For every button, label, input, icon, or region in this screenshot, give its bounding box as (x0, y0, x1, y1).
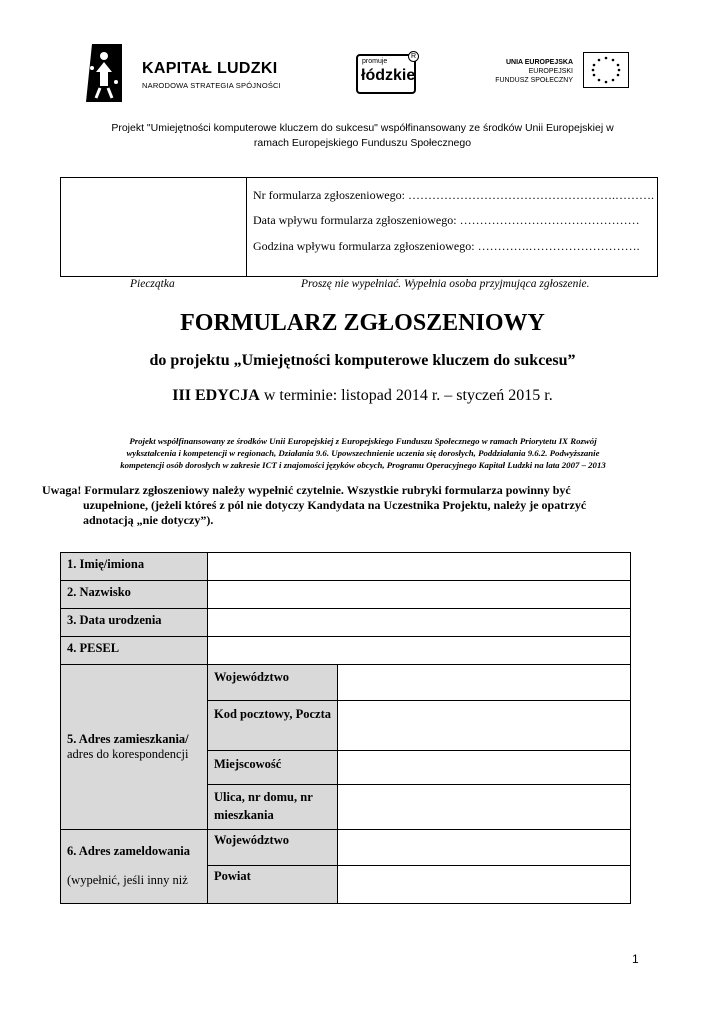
postal-code-label: Kod pocztowy, Poczta (208, 701, 338, 751)
table-row (61, 830, 631, 866)
notice-line-2: uzupełnione, (jeżeli któreś z pól nie dotyczy Kandydata na Uczestnika Projektu, należy je opatrzyć (83, 498, 587, 512)
registered-address-label-main: 6. Adres zameldowania (67, 844, 191, 858)
locality-label: Miejscowość (208, 751, 338, 785)
registered-address-label (61, 830, 208, 904)
county-label: Powiat (208, 866, 338, 904)
page-title: FORMULARZ ZGŁOSZENIOWY (180, 310, 545, 336)
receipt-date-field: Data wpływu formularza zgłoszeniowego: ……………………………………… (253, 213, 640, 227)
postal-code-input[interactable] (338, 701, 631, 751)
registered-mark: R (408, 51, 419, 62)
pesel-label: 4. PESEL (61, 637, 208, 665)
street-label: Ulica, nr domu, nr mieszkania (208, 785, 338, 830)
header-note-line-2: ramach Europejskiego Funduszu Społecznego (253, 137, 472, 149)
table-row (61, 665, 631, 701)
table-row (61, 581, 631, 609)
registration-divider (246, 177, 247, 276)
lodzkie-logo-top: promuje (362, 58, 388, 65)
eu-logo-text (495, 58, 573, 85)
birth-date-label: 3. Data urodzenia (61, 609, 208, 637)
kapital-ludzki-subtitle: NARODOWA STRATEGIA SPÓJNOŚCI (142, 81, 281, 90)
table-row (61, 609, 631, 637)
notice-line-3: adnotacją „nie dotyczy”). (83, 513, 214, 527)
edition-line (0, 387, 725, 405)
pesel-input[interactable] (208, 637, 631, 665)
notice-line-1: Uwaga! Formularz zgłoszeniowy należy wypełnić czytelnie. Wszystkie rubryki formularza powinny być (42, 483, 571, 497)
address-label (61, 665, 208, 830)
funding-line-2: wykształcenia i kompetencji w regionach, Działania 9.6. Upowszechnienie uczenia się dorosłych, Poddziałania 9.6.2. Podwyższanie (126, 448, 600, 458)
eu-line-2: EUROPEJSKI (528, 68, 573, 75)
page-number: 1 (632, 952, 639, 966)
lodzkie-logo-main: łódzkie (361, 67, 416, 84)
address-label-main: 5. Adres zamieszkania/ (67, 732, 189, 746)
application-form-table (60, 552, 631, 904)
first-name-label: 1. Imię/imiona (61, 553, 208, 581)
last-name-input[interactable] (208, 581, 631, 609)
project-header-note (60, 121, 665, 151)
voivodeship-input[interactable] (338, 665, 631, 701)
street-input[interactable] (338, 785, 631, 830)
last-name-label: 2. Nazwisko (61, 581, 208, 609)
registered-address-label-sub: (wypełnić, jeśli inny niż (67, 873, 188, 887)
form-number-field: Nr formularza zgłoszeniowego: …………………………………………….………. (253, 188, 654, 202)
table-row (61, 637, 631, 665)
birth-date-input[interactable] (208, 609, 631, 637)
reg-voivodeship-input[interactable] (338, 830, 631, 866)
eu-line-1: UNIA EUROPEJSKA (505, 59, 573, 66)
funding-line-3: kompetencji osób dorosłych w zakresie ICT i znajomości języków obcych, Programu Operacyjnego Kapitał Ludzki na lata 2007 – 2013 (120, 460, 606, 470)
funding-line-1: Projekt współfinansowany ze środków Unii Europejskiej z Europejskiego Funduszu Społecznego w ramach Priorytetu IX Rozwój (129, 436, 597, 446)
kapital-ludzki-title: KAPITAŁ LUDZKI (142, 60, 278, 77)
locality-input[interactable] (338, 751, 631, 785)
funding-note (88, 435, 638, 471)
eu-flag-icon (583, 52, 629, 88)
page-subtitle: do projektu „Umiejętności komputerowe kluczem do sukcesu” (149, 352, 576, 369)
reg-voivodeship-label: Województwo (208, 830, 338, 866)
stamp-label: Pieczątka (130, 278, 175, 290)
edition-rest: w terminie: listopad 2014 r. – styczeń 2015 r. (259, 387, 553, 404)
first-name-input[interactable] (208, 553, 631, 581)
address-label-sub: adres do korespondencji (67, 747, 189, 761)
notice (42, 483, 640, 528)
edition-bold: III EDYCJA (172, 387, 260, 404)
header-note-line-1: Projekt "Umiejętności komputerowe kluczem do sukcesu" współfinansowany ze środków Unii Europejskiej w (111, 122, 614, 134)
table-row (61, 553, 631, 581)
office-use-label: Proszę nie wypełniać. Wypełnia osoba przyjmująca zgłoszenie. (301, 278, 590, 290)
eu-line-3: FUNDUSZ SPOŁECZNY (495, 77, 573, 84)
receipt-time-field: Godzina wpływu formularza zgłoszeniowego: ………….………………………. (253, 239, 640, 253)
voivodeship-label: Województwo (208, 665, 338, 701)
county-input[interactable] (338, 866, 631, 904)
